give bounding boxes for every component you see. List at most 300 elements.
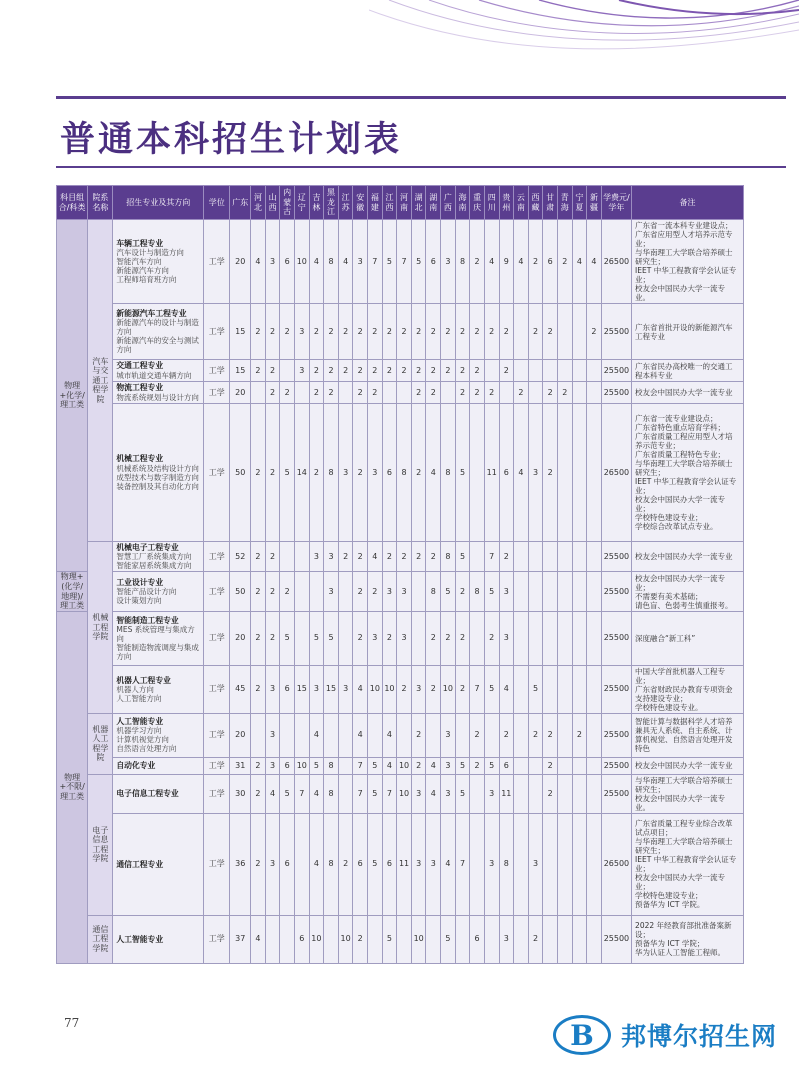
quota-cell: 2 [455,304,470,360]
quota-cell: 5 [280,404,295,542]
header-province: 新疆 [587,186,602,220]
quota-cell: 10 [397,757,412,774]
quota-cell: 2 [528,220,543,304]
major-cell [113,665,204,713]
quota-cell: 7 [353,757,368,774]
quota-cell: 5 [368,757,383,774]
quota-cell [499,382,514,404]
quota-cell: 2 [557,382,572,404]
quota-cell: 2 [368,572,383,611]
quota-cell: 2 [543,404,558,542]
note-line: 不需要有美术基础； [635,591,703,601]
quota-cell: 7 [455,813,470,915]
quota-cell [587,382,602,404]
quota-cell [557,304,572,360]
note-line: 与华南理工大学联合培养硕士研究生； [635,775,733,794]
fee-cell: 25500 [601,572,631,611]
quota-cell: 2 [382,542,397,572]
quota-cell [397,382,412,404]
quota-cell: 50 [230,572,251,611]
college-cell: 电子信息工程学院 [88,774,113,915]
quota-cell: 11 [397,813,412,915]
quota-cell: 4 [251,220,266,304]
header-province: 湖北 [411,186,426,220]
quota-cell [557,542,572,572]
quota-cell: 11 [499,774,514,813]
quota-cell: 36 [230,813,251,915]
quota-cell [397,713,412,757]
quota-cell: 52 [230,542,251,572]
quota-cell [470,542,485,572]
quota-cell [587,542,602,572]
table-row [57,542,744,572]
quota-cell [338,611,353,665]
quota-cell: 2 [309,404,324,542]
quota-cell: 10 [382,665,397,713]
header-province: 福建 [368,186,383,220]
quota-cell: 5 [309,611,324,665]
note-line: 2022 年经教育部批准备案新设； [635,921,732,940]
quota-cell [411,611,426,665]
header-province: 江苏 [338,186,353,220]
major-name: 交通工程专业 [116,361,164,371]
major-name: 机器人工程专业 [116,675,171,685]
quota-cell: 37 [230,915,251,963]
quota-cell [484,713,499,757]
degree-cell: 工学 [204,542,230,572]
major-direction: 智能家居系统集成方向 [116,561,192,571]
quota-cell: 2 [411,757,426,774]
quota-cell: 2 [470,382,485,404]
quota-cell [514,542,529,572]
quota-cell [587,665,602,713]
quota-cell [426,915,441,963]
quota-cell [338,774,353,813]
quota-cell [368,915,383,963]
note-line: 广东省一流本科专业建设点； [635,221,733,230]
quota-cell: 2 [557,220,572,304]
quota-cell: 2 [324,382,339,404]
quota-cell: 3 [294,304,309,360]
major-direction: 设计策划方向 [116,596,162,606]
major-cell [113,304,204,360]
quota-cell: 2 [353,304,368,360]
header-province: 甘肃 [543,186,558,220]
quota-cell: 2 [499,713,514,757]
fee-cell: 25500 [601,665,631,713]
quota-cell [514,360,529,382]
quota-cell: 3 [368,404,383,542]
college-cell: 机械工程学院 [88,542,113,714]
major-cell [113,757,204,774]
quota-cell: 7 [368,220,383,304]
quota-cell: 2 [382,611,397,665]
quota-cell: 2 [499,304,514,360]
quota-cell: 2 [470,304,485,360]
major-cell [113,774,204,813]
major-cell [113,382,204,404]
quota-cell [572,813,587,915]
quota-cell: 3 [353,220,368,304]
major-cell [113,915,204,963]
quota-cell: 2 [455,382,470,404]
quota-cell [470,404,485,542]
quota-cell: 3 [441,757,456,774]
quota-cell [572,611,587,665]
quota-cell [368,713,383,757]
degree-cell: 工学 [204,665,230,713]
quota-cell [514,572,529,611]
quota-cell: 2 [426,665,441,713]
quota-cell: 2 [280,572,295,611]
major-name: 新能源汽车工程专业 [116,308,187,318]
quota-cell: 20 [230,220,251,304]
quota-cell: 2 [251,774,266,813]
quota-cell [572,304,587,360]
quota-cell: 2 [528,713,543,757]
note-line: 学校特色建设专业。 [635,702,703,712]
quota-cell: 4 [368,542,383,572]
quota-cell: 3 [338,665,353,713]
quota-cell: 3 [411,813,426,915]
quota-cell: 9 [499,220,514,304]
major-name: 车辆工程专业 [116,238,164,248]
quota-cell: 3 [324,572,339,611]
quota-cell: 3 [499,915,514,963]
note-line: IEET 中华工程教育学会认证专业； [635,477,737,495]
major-direction: 自然语言处理方向 [116,744,177,754]
major-direction: 物流系统规划与设计方向 [116,392,199,402]
quota-cell: 20 [230,713,251,757]
decorative-wave-lines [369,0,799,62]
major-direction: 新能源汽车的设计与制造方向 [116,318,199,337]
fee-cell: 25500 [601,304,631,360]
quota-cell: 4 [426,404,441,542]
quota-cell: 7 [294,774,309,813]
quota-cell: 2 [528,304,543,360]
quota-cell: 5 [368,774,383,813]
major-direction: 智慧工厂系统集成方向 [116,552,192,562]
major-cell [113,404,204,542]
quota-cell [294,382,309,404]
quota-cell: 11 [484,404,499,542]
note-line: 广东省民办高校唯一的交通工程本科专业 [635,361,733,380]
quota-cell [514,713,529,757]
quota-cell [587,713,602,757]
quota-cell: 7 [470,665,485,713]
header-province: 辽宁 [294,186,309,220]
quota-cell [572,542,587,572]
quota-cell: 2 [251,572,266,611]
fee-cell: 25500 [601,774,631,813]
quota-cell: 3 [528,813,543,915]
quota-cell [251,713,266,757]
quota-cell: 2 [411,382,426,404]
major-direction: 智能制造物流调度与集成方向 [116,642,199,661]
quota-cell [543,360,558,382]
table-row [57,757,744,774]
table-row [57,774,744,813]
header-major: 招生专业及其方向 [113,186,204,220]
quota-cell [572,915,587,963]
table-row [57,915,744,963]
quota-cell: 3 [397,611,412,665]
major-name: 电子信息工程专业 [116,789,179,799]
quota-cell: 2 [397,665,412,713]
quota-cell: 5 [280,611,295,665]
quota-cell: 2 [528,915,543,963]
table-row [57,572,744,611]
note-line: 广东省质量工程特色专业； [635,450,726,459]
degree-cell: 工学 [204,757,230,774]
quota-cell: 2 [441,611,456,665]
quota-cell: 3 [426,813,441,915]
note-cell [632,774,744,813]
major-name: 工业设计专业 [116,577,164,587]
table-row [57,404,744,542]
quota-cell: 2 [251,404,266,542]
quota-cell: 2 [514,382,529,404]
quota-cell: 6 [499,757,514,774]
quota-cell: 10 [411,915,426,963]
note-cell [632,611,744,665]
table-header-row [57,186,744,220]
quota-cell [587,757,602,774]
quota-cell: 2 [543,382,558,404]
quota-cell: 4 [309,813,324,915]
quota-cell [294,572,309,611]
quota-cell [572,665,587,713]
quota-cell [557,665,572,713]
major-cell [113,220,204,304]
quota-cell [514,611,529,665]
quota-cell [470,813,485,915]
quota-cell: 2 [353,404,368,542]
quota-cell [455,713,470,757]
quota-cell: 20 [230,611,251,665]
quota-cell: 3 [265,665,280,713]
major-direction: 智能汽车方向 [116,257,162,267]
quota-cell: 8 [324,404,339,542]
major-name: 智能制造工程专业 [116,615,179,625]
quota-cell: 8 [324,757,339,774]
note-cell [632,404,744,542]
quota-cell [484,915,499,963]
subject-group-cell: 物理+不限/理工类 [57,611,88,963]
major-direction: 计算机视觉方向 [116,735,169,745]
quota-cell: 2 [572,713,587,757]
quota-cell: 50 [230,404,251,542]
quota-cell: 2 [455,611,470,665]
college-cell: 通信工程学院 [88,915,113,963]
quota-cell: 2 [265,304,280,360]
quota-cell: 6 [382,404,397,542]
quota-cell: 10 [368,665,383,713]
note-line: 广东省一流专业建设点； [635,414,718,423]
quota-cell: 3 [265,757,280,774]
brand-name: 邦博尔招生网 [621,1022,778,1051]
quota-cell [514,665,529,713]
major-cell [113,572,204,611]
major-direction: 装备控制及其自动化方向 [116,481,199,491]
quota-cell: 10 [338,915,353,963]
quota-cell: 4 [441,813,456,915]
quota-cell: 2 [470,360,485,382]
quota-cell: 2 [265,611,280,665]
quota-cell [411,572,426,611]
quota-cell: 15 [230,360,251,382]
quota-cell: 2 [411,542,426,572]
quota-cell [557,404,572,542]
note-cell [632,542,744,572]
quota-cell: 2 [353,542,368,572]
major-direction: 人工智能方向 [116,693,162,703]
major-name: 机械工程专业 [116,454,164,464]
quota-cell: 2 [382,360,397,382]
degree-cell: 工学 [204,813,230,915]
major-direction: 新能源汽车方向 [116,266,169,276]
quota-cell [557,774,572,813]
subject-group-cell: 物理+化学/理工类 [57,220,88,572]
quota-cell: 15 [324,665,339,713]
quota-cell: 2 [426,360,441,382]
quota-cell: 2 [543,304,558,360]
quota-cell: 4 [499,665,514,713]
quota-cell: 6 [280,813,295,915]
quota-cell: 2 [251,304,266,360]
fee-cell: 26500 [601,404,631,542]
note-line: 校友会中国民办大学一流专业 [635,388,733,397]
major-direction: 工程师培育班方向 [116,275,177,285]
quota-cell: 5 [484,665,499,713]
quota-cell: 2 [411,304,426,360]
quota-cell [543,611,558,665]
quota-cell [294,542,309,572]
quota-cell: 8 [426,572,441,611]
note-line: 广东省应用型人才培养示范专业； [635,230,733,248]
quota-cell [514,915,529,963]
page-number: 77 [64,1016,80,1030]
quota-cell [294,713,309,757]
quota-cell: 6 [470,915,485,963]
note-line: 学校特色建设专业； [635,891,703,901]
major-cell [113,360,204,382]
quota-cell: 2 [353,915,368,963]
header-province: 山西 [265,186,280,220]
header-rule-top [56,96,786,99]
note-cell [632,220,744,304]
quota-cell: 2 [543,713,558,757]
quota-cell: 4 [426,774,441,813]
note-line: 与华南理工大学联合培养硕士研究生； [635,459,733,477]
quota-cell [338,757,353,774]
quota-cell [324,713,339,757]
major-name: 机械电子工程专业 [116,543,179,552]
quota-cell: 5 [441,915,456,963]
quota-cell [470,611,485,665]
quota-cell: 7 [382,774,397,813]
quota-cell: 2 [426,611,441,665]
quota-cell [528,611,543,665]
brand-logo[interactable] [553,1010,789,1060]
quota-cell: 2 [265,542,280,572]
quota-cell: 2 [309,360,324,382]
quota-cell: 3 [338,404,353,542]
quota-cell: 8 [441,542,456,572]
quota-cell: 4 [484,220,499,304]
quota-cell: 7 [484,542,499,572]
header-province: 贵州 [499,186,514,220]
quota-cell: 2 [441,304,456,360]
quota-cell: 45 [230,665,251,713]
quota-cell: 6 [426,220,441,304]
quota-cell [338,382,353,404]
quota-cell [280,542,295,572]
quota-cell: 8 [499,813,514,915]
quota-cell: 3 [528,404,543,542]
note-line: 预备华为 ICT 学院。 [635,900,705,910]
header-fee: 学费元/学年 [601,186,631,220]
quota-cell [528,572,543,611]
quota-cell: 8 [441,404,456,542]
major-direction: 智能产品设计方向 [116,587,177,597]
quota-cell [441,382,456,404]
quota-cell: 2 [484,382,499,404]
table-row [57,713,744,757]
fee-cell: 25500 [601,757,631,774]
quota-cell: 4 [426,757,441,774]
college-cell: 汽车与交通工程学院 [88,220,113,542]
quota-cell [528,542,543,572]
quota-cell: 4 [382,757,397,774]
header-province: 江西 [382,186,397,220]
table-row [57,220,744,304]
quota-cell: 2 [484,304,499,360]
quota-cell: 3 [484,813,499,915]
quota-cell: 5 [280,774,295,813]
degree-cell: 工学 [204,220,230,304]
quota-cell: 2 [470,757,485,774]
quota-cell: 2 [397,360,412,382]
note-line: 校友会中国民办大学一流专业 [635,761,733,771]
note-line: IEET 中华工程教育学会认证专业； [635,855,737,874]
quota-cell: 2 [251,757,266,774]
quota-cell [426,713,441,757]
quota-cell: 2 [265,382,280,404]
quota-cell: 2 [411,360,426,382]
quota-cell: 2 [382,304,397,360]
quota-cell [309,572,324,611]
quota-cell: 3 [368,611,383,665]
quota-cell [587,360,602,382]
note-line: 学校综合改革试点专业。 [635,522,718,531]
note-line: 智能计算与数据科学人才培养兼具无人系统、自主系统、计算机视觉、自然语言处理开发特色 [635,717,733,754]
quota-cell: 5 [455,757,470,774]
quota-cell: 2 [338,304,353,360]
degree-cell: 工学 [204,774,230,813]
quota-cell: 2 [353,360,368,382]
note-cell [632,915,744,963]
quota-cell: 5 [382,220,397,304]
quota-cell [294,813,309,915]
note-cell [632,572,744,611]
major-name: 通信工程专业 [116,859,164,869]
quota-cell: 2 [280,304,295,360]
quota-cell: 4 [514,220,529,304]
page-title: 普通本科招生计划表 [60,120,403,160]
table-row [57,611,744,665]
quota-cell: 15 [230,304,251,360]
